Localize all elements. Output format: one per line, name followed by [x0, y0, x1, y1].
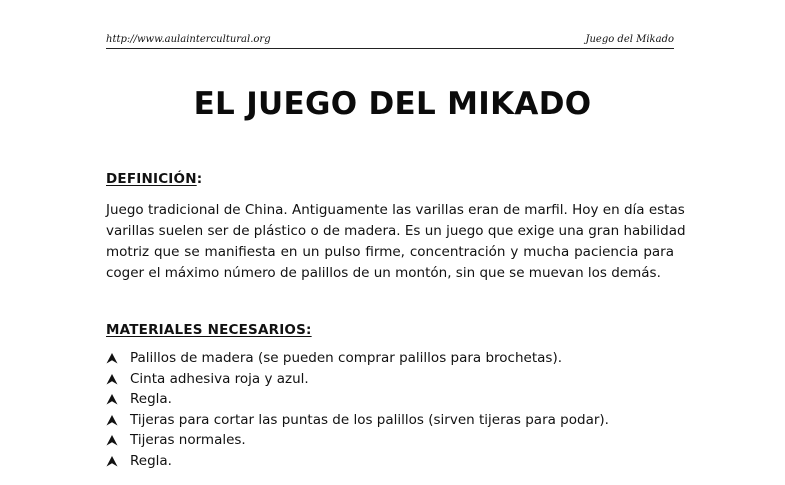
definition-line: Juego tradicional de China. Antiguamente las varillas eran de marfil. Hoy en día estas — [106, 202, 685, 218]
header-document-title: Juego del Mikado — [585, 34, 674, 45]
list-item-text: Regla. — [130, 452, 172, 469]
document-title: EL JUEGO DEL MIKADO — [193, 86, 592, 122]
page-header — [106, 34, 674, 49]
list-item-text: Tijeras normales. — [130, 432, 246, 448]
definition-line: motriz que se manifiesta en un pulso firme, concentración y mucha paciencia para — [106, 244, 674, 260]
materials-list — [106, 348, 674, 471]
definition-paragraph — [106, 200, 686, 284]
arrowhead-bullet-icon — [106, 394, 118, 405]
materials-heading — [106, 321, 312, 339]
arrowhead-bullet-icon — [106, 353, 118, 364]
list-item — [106, 451, 674, 472]
definition-heading — [106, 170, 202, 188]
definition-line: varillas suelen ser de plástico o de madera. Es un juego que exige una gran habilidad — [106, 223, 686, 239]
list-item — [106, 348, 674, 369]
list-item — [106, 369, 674, 390]
list-item-text: Tijeras para cortar las puntas de los palillos (sirven tijeras para podar). — [130, 411, 609, 428]
arrowhead-bullet-icon — [106, 456, 118, 467]
header-url[interactable]: http://www.aulaintercultural.org — [106, 34, 271, 45]
arrowhead-bullet-icon — [106, 374, 118, 385]
definition-line: coger el máximo número de palillos de un montón, sin que se muevan los demás. — [106, 265, 661, 281]
list-item — [106, 410, 674, 431]
arrowhead-bullet-icon — [106, 415, 118, 426]
list-item — [106, 430, 674, 451]
list-item-text: Palillos de madera (se pueden comprar palillos para brochetas). — [130, 350, 562, 366]
arrowhead-bullet-icon — [106, 435, 118, 446]
materials-heading-label: MATERIALES NECESARIOS: — [106, 322, 312, 338]
definition-heading-label: DEFINICIÓN — [106, 171, 197, 187]
list-item-text: Regla. — [130, 391, 172, 407]
definition-heading-colon: : — [196, 171, 203, 187]
list-item — [106, 389, 674, 410]
list-item-text: Cinta adhesiva roja y azul. — [130, 370, 309, 387]
